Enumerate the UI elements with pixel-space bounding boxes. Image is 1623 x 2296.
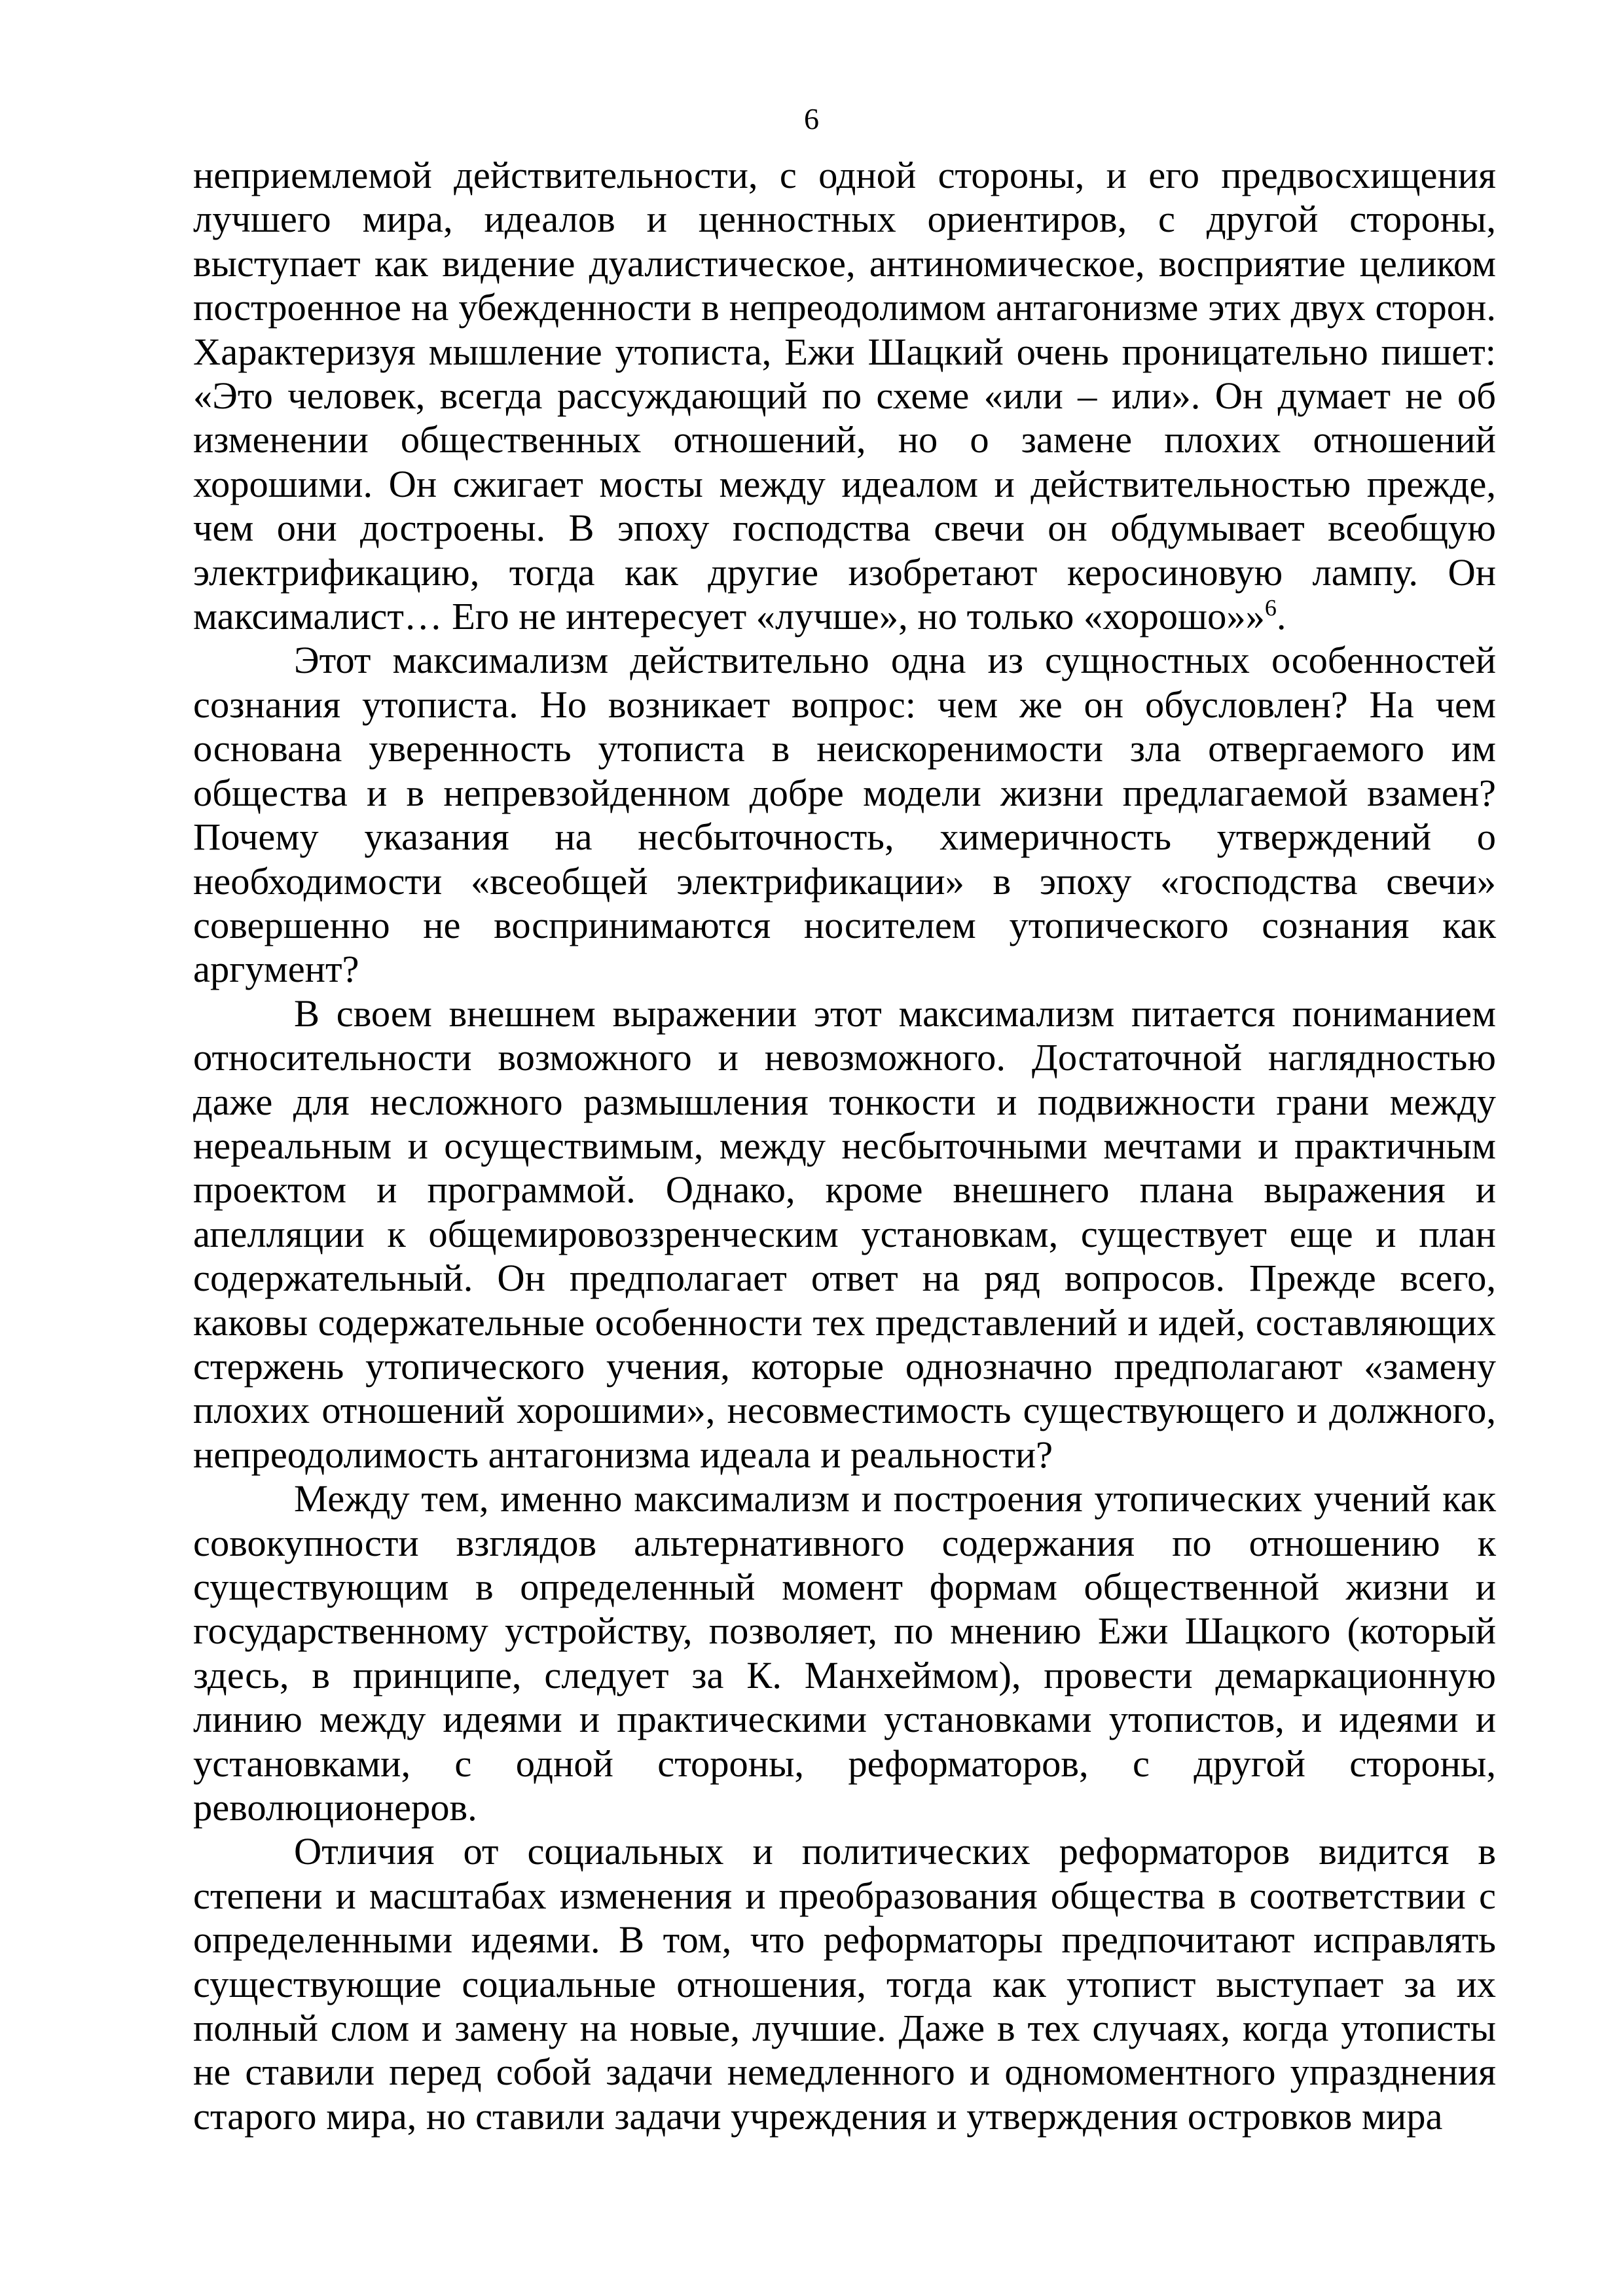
page-number: 6 bbox=[804, 102, 819, 135]
body-text bbox=[193, 153, 1496, 2138]
paragraph-continued bbox=[193, 153, 1496, 638]
paragraph: Отличия от социальных и политических реформаторов видится в степени и масштабах изменения и преобразования общества в соответствии с определенными идеями. В том, что реформаторы предпочитают исправлять существующие социальные отношения, тогда как утопист выступает за их полный слом и замену на новые, лучшие. Даже в тех случаях, когда утописты не ставили перед собой задачи немедленного и одномоментного упразднения старого мира, но ставили задачи учреждения и утверждения островков мира bbox=[193, 1830, 1496, 2138]
footnote-reference[interactable]: 6 bbox=[1264, 594, 1277, 621]
paragraph: Между тем, именно максимализм и построения утопических учений как совокупности взглядов альтернативного содержания по отношению к существующим в определенный момент формам общественной жизни и государственному устройству, позволяет, по мнению Ежи Шацкого (который здесь, в принципе, следует за К. Манхеймом), провести демаркационную линию между идеями и практическими установками утопистов, и идеями и установками, с одной стороны, реформаторов, с другой стороны, революционеров. bbox=[193, 1477, 1496, 1829]
paragraph-text: неприемлемой действительности, с одной стороны, и его предвосхищения лучшего мира, идеалов и ценностных ориентиров, с другой стороны, выступает как видение дуалистическое, антиномическое, восприятие целиком построенное на убежденности в непреодолимом антагонизме этих двух сторон. Характеризуя мышление утописта, Ежи Шацкий очень проницательно пишет: «Это человек, всегда рассуждающий по схеме «или – или». Он думает не об изменении общественных отношений, но о замене плохих отношений хорошими. Он сжигает мосты между идеалом и действительностью прежде, чем они достроены. В эпоху господства свечи он обдумывает всеобщую электрификацию, тогда как другие изобретают керосиновую лампу. Он максималист… Его не интересует «лучше», но только «хорошо»» bbox=[193, 154, 1496, 638]
paragraph: В своем внешнем выражении этот максимализм питается пониманием относительности возможного и невозможного. Достаточной наглядностью даже для несложного размышления тонкости и подвижности грани между нереальным и осуществимым, между несбыточными мечтами и практичным проектом и программой. Однако, кроме внешнего плана выражения и апелляции к общемировоззренческим установкам, существует еще и план содержательный. Он предполагает ответ на ряд вопросов. Прежде всего, каковы содержательные особенности тех представлений и идей, составляющих стержень утопического учения, которые однозначно предполагают «замену плохих отношений хорошими», несовместимость существующего и должного, непреодолимость антагонизма идеала и реальности? bbox=[193, 992, 1496, 1476]
paragraph-text-end: . bbox=[1276, 595, 1286, 638]
paragraph: Этот максимализм действительно одна из сущностных особенностей сознания утописта. Но возникает вопрос: чем же он обусловлен? На чем основана уверенность утописта в неискоренимости зла отвергаемого им общества и в непревзойденном добре модели жизни предлагаемой взамен? Почему указания на несбыточность, химеричность утверждений о необходимости «всеобщей электрификации» в эпоху «господства свечи» совершенно не воспринимаются носителем утопического сознания как аргумент? bbox=[193, 639, 1496, 991]
